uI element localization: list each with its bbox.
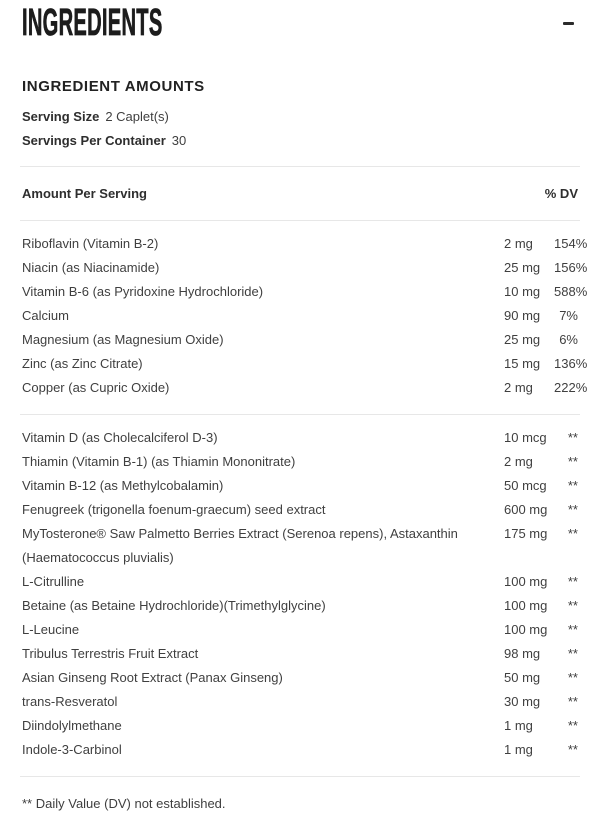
ingredient-dv: 7%	[559, 308, 578, 323]
ingredient-amount: 50 mg	[504, 670, 541, 685]
ingredient-name: Niacin (as Niacinamide)	[22, 260, 160, 275]
ingredient-dv: 156%	[554, 260, 588, 275]
ingredient-dv: **	[567, 742, 578, 757]
ingredient-name: MyTosterone® Saw Palmetto Berries Extract (Serenoa repens), Astaxanthin (Haematococcus pluvialis)	[22, 526, 458, 565]
table-row	[22, 256, 588, 280]
ingredient-name: Zinc (as Zinc Citrate)	[22, 356, 143, 371]
ingredient-name: Tribulus Terrestris Fruit Extract	[22, 646, 199, 661]
ingredient-dv: **	[567, 574, 578, 589]
table-row	[22, 352, 588, 376]
table-row	[22, 280, 588, 304]
table-row	[22, 304, 578, 328]
ingredient-amount: 2 mg	[504, 380, 533, 395]
serving-size-value: 2 Caplet(s)	[105, 109, 169, 124]
ingredient-dv: **	[567, 502, 578, 517]
dv-footnote: ** Daily Value (DV) not established.	[22, 796, 226, 811]
ingredient-amount: 100 mg	[504, 598, 548, 613]
table-row	[22, 618, 578, 642]
table-row	[22, 666, 578, 690]
servings-per-container-line	[22, 134, 578, 148]
table-row	[22, 498, 578, 522]
table-row	[22, 522, 578, 570]
table-row	[22, 450, 578, 474]
ingredient-amount: 98 mg	[504, 646, 541, 661]
table-row	[22, 426, 578, 450]
panel-title: INGREDIENTS	[22, 2, 163, 44]
ingredient-amount: 50 mcg	[504, 478, 547, 493]
ingredient-dv: **	[567, 622, 578, 637]
table-row	[22, 714, 578, 738]
ingredient-dv: **	[567, 526, 578, 541]
ingredient-amount: 600 mg	[504, 502, 548, 517]
serving-size-line	[22, 110, 578, 124]
ingredient-dv: **	[567, 454, 578, 469]
ingredient-amount: 90 mg	[504, 308, 541, 323]
ingredient-amount: 30 mg	[504, 694, 541, 709]
ingredient-name: trans-Resveratol	[22, 694, 118, 709]
ingredient-dv: 136%	[554, 356, 588, 371]
ingredient-name: Magnesium (as Magnesium Oxide)	[22, 332, 224, 347]
ingredient-amount: 10 mg	[504, 284, 541, 299]
ingredient-group-vitamins	[22, 221, 588, 414]
ingredient-amount: 1 mg	[504, 742, 533, 757]
ingredients-accordion-header[interactable]	[22, 4, 578, 42]
ingredient-amount: 1 mg	[504, 718, 533, 733]
table-row	[22, 570, 578, 594]
ingredient-group-blend	[22, 415, 578, 776]
ingredient-dv: **	[567, 718, 578, 733]
column-header-amount-per-serving: Amount Per Serving	[22, 186, 147, 201]
table-row	[22, 642, 578, 666]
ingredient-name: Thiamin (Vitamin B-1) (as Thiamin Mononitrate)	[22, 454, 296, 469]
ingredient-dv: 222%	[554, 380, 588, 395]
section-title: INGREDIENT AMOUNTS	[22, 78, 205, 95]
ingredient-dv: 6%	[559, 332, 578, 347]
ingredient-name: L-Leucine	[22, 622, 80, 637]
servings-per-container-label: Servings Per Container	[22, 133, 166, 148]
ingredient-name: L-Citrulline	[22, 574, 85, 589]
ingredient-dv: **	[567, 430, 578, 445]
serving-size-label: Serving Size	[22, 109, 100, 124]
ingredient-amount: 25 mg	[504, 260, 541, 275]
ingredient-name: Vitamin B-12 (as Methylcobalamin)	[22, 478, 224, 493]
ingredient-dv: **	[567, 646, 578, 661]
ingredient-amount: 100 mg	[504, 622, 548, 637]
ingredient-name: Riboflavin (Vitamin B-2)	[22, 236, 159, 251]
table-row	[22, 738, 578, 762]
ingredient-dv: 154%	[554, 236, 588, 251]
table-row	[22, 232, 588, 256]
table-row	[22, 594, 578, 618]
ingredient-name: Betaine (as Betaine Hydrochloride)(Trimethylglycine)	[22, 598, 326, 613]
column-header-percent-dv: % DV	[544, 186, 578, 201]
table-row	[22, 376, 588, 400]
ingredient-amount: 25 mg	[504, 332, 541, 347]
servings-per-container-value: 30	[171, 133, 187, 148]
table-row	[22, 328, 578, 352]
collapse-minus-icon[interactable]	[563, 22, 574, 25]
ingredient-dv: **	[567, 694, 578, 709]
ingredient-dv: 588%	[554, 284, 588, 299]
ingredient-name: Vitamin B-6 (as Pyridoxine Hydrochloride)	[22, 284, 264, 299]
divider	[20, 776, 580, 777]
ingredient-name: Indole-3-Carbinol	[22, 742, 122, 757]
table-row	[22, 690, 578, 714]
ingredient-dv: **	[567, 478, 578, 493]
table-row	[22, 474, 578, 498]
ingredient-name: Copper (as Cupric Oxide)	[22, 380, 170, 395]
ingredient-amount: 100 mg	[504, 574, 548, 589]
ingredient-name: Asian Ginseng Root Extract (Panax Ginseng)	[22, 670, 283, 685]
ingredient-amount: 2 mg	[504, 454, 533, 469]
table-header-row	[22, 167, 578, 220]
ingredient-amount: 175 mg	[504, 526, 548, 541]
ingredient-dv: **	[567, 598, 578, 613]
ingredient-name: Fenugreek (trigonella foenum-graecum) seed extract	[22, 502, 326, 517]
ingredient-amount: 10 mcg	[504, 430, 547, 445]
ingredient-amount: 15 mg	[504, 356, 541, 371]
ingredient-name: Vitamin D (as Cholecalciferol D-3)	[22, 430, 218, 445]
ingredient-amount: 2 mg	[504, 236, 533, 251]
ingredient-dv: **	[567, 670, 578, 685]
ingredient-name: Diindolylmethane	[22, 718, 122, 733]
ingredient-name: Calcium	[22, 308, 69, 323]
